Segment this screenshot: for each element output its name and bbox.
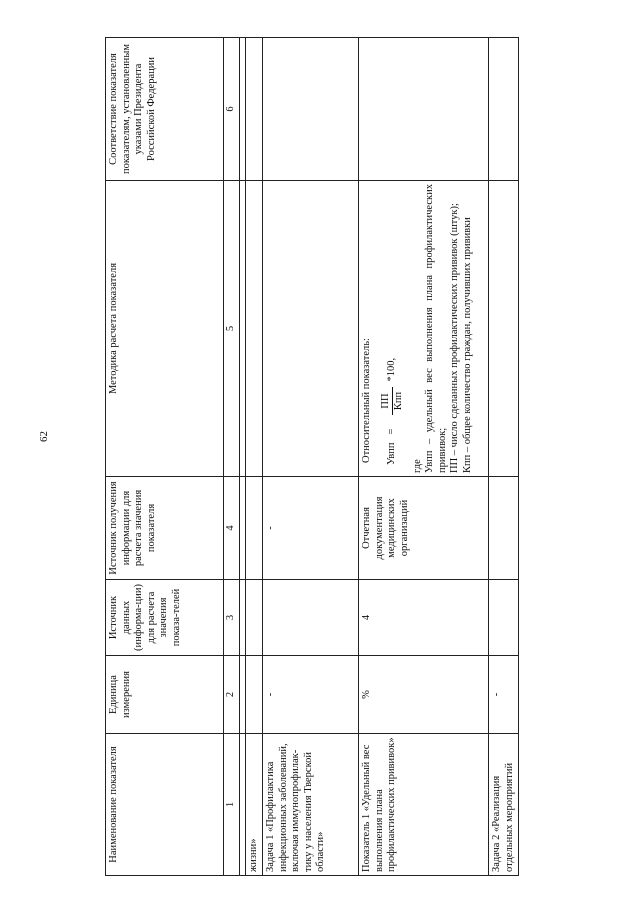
- col-number-6: 6: [224, 38, 240, 181]
- task1-row: [263, 38, 359, 876]
- col-number-5: 5: [224, 181, 240, 477]
- definition-3: Кпп – общее количество граждан, получивших прививки: [461, 217, 473, 473]
- task1-source-info: -: [263, 477, 359, 580]
- formula: [380, 184, 406, 465]
- col-number-1: 1: [224, 734, 240, 876]
- formula-tail: *100,: [386, 357, 398, 382]
- carry-row: [245, 38, 263, 876]
- task2-name: Задача 2 «Реализация отдельных мероприятий: [489, 734, 519, 876]
- indicator1-method: [359, 181, 489, 477]
- col-number-3: 3: [224, 580, 240, 656]
- header-row: [106, 38, 224, 876]
- method-intro: Относительный показатель:: [361, 338, 372, 463]
- formula-fraction: [380, 387, 406, 414]
- indicator1-source-info: Отчетная документация медицинских организаций: [359, 477, 489, 580]
- where-label: где: [411, 459, 423, 473]
- task2-row: [489, 38, 519, 876]
- col-number-4: 4: [224, 477, 240, 580]
- definition-2: ПП – число сделанных профилактических прививок (штук);: [449, 203, 460, 473]
- task1-unit: -: [263, 656, 359, 734]
- indicator1-name: Показатель 1 «Удельный вес выполнения плана профилактических прививок»: [359, 734, 489, 876]
- header-compliance: Соответствие показателя показателям, установленным указами Президента Российской Федерации: [106, 38, 224, 181]
- column-numbers-row: [224, 38, 240, 876]
- indicator1-unit: %: [359, 656, 489, 734]
- header-data-source: Источник данных (информа-ции) для расчета значения показа-телей: [106, 580, 224, 656]
- carry-text: жизни»: [245, 734, 263, 876]
- col-number-2: 2: [224, 656, 240, 734]
- header-name: Наименование показателя: [106, 734, 224, 876]
- definition-1: Увпп – удельный вес выполнения плана профилактических прививок;: [424, 184, 448, 473]
- indicators-table: [105, 37, 519, 876]
- indicator1-row: [359, 38, 489, 876]
- formula-denominator: Кпп: [393, 391, 404, 411]
- task2-unit: -: [489, 656, 519, 734]
- formula-eq: =: [386, 428, 398, 435]
- indicator1-source-data: 4: [359, 580, 489, 656]
- header-info-source: Источник получения информации для расчета значения показателя: [106, 477, 224, 580]
- formula-lhs: Увпп: [386, 442, 398, 465]
- header-method: Методика расчета показателя: [106, 181, 224, 477]
- document-sheet: [105, 38, 526, 876]
- page-number: 62: [38, 431, 50, 442]
- header-unit: Единица измерения: [106, 656, 224, 734]
- task1-name: Задача 1 «Профилактика инфекционных заболеваний, включая иммунопрофилак-тику у населения Тверской области»: [263, 734, 359, 876]
- formula-numerator: ПП: [380, 387, 394, 414]
